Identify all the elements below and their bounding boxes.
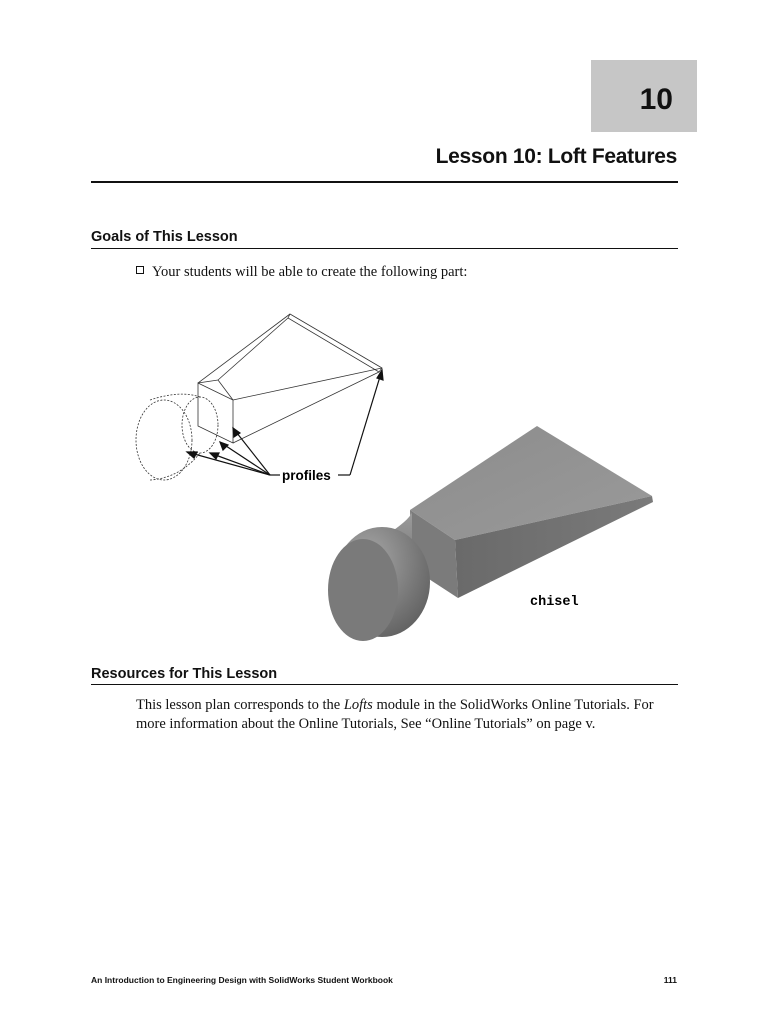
goals-rule (91, 248, 678, 249)
profiles-label: profiles (282, 468, 331, 483)
resources-paragraph (136, 696, 681, 734)
page-number: 111 (663, 975, 677, 985)
wireframe-profiles-drawing (136, 314, 382, 480)
goals-heading: Goals of This Lesson (91, 229, 238, 245)
goals-bullet-item (136, 263, 467, 281)
resources-text-end: module in the SolidWorks Online Tutorials. For more information about the Online Tutorials, See “Online Tutorials” on page v. (136, 697, 654, 732)
goals-bullet-text: Your students will be able to create the following part: (152, 264, 468, 280)
chisel-shaded-model (328, 426, 653, 641)
chisel-figure (120, 300, 680, 660)
title-rule (91, 181, 678, 183)
resources-rule (91, 684, 678, 685)
chapter-number-tab (591, 60, 697, 132)
footer-book-title: An Introduction to Engineering Design with SolidWorks Student Workbook (91, 975, 393, 985)
resources-text-start: This lesson plan corresponds to the (136, 697, 344, 713)
checkbox-bullet-icon (136, 266, 144, 274)
resources-text-italic: Lofts (343, 697, 373, 713)
chapter-number: 10 (639, 83, 673, 116)
page-title: Lesson 10: Loft Features (435, 145, 677, 168)
resources-heading: Resources for This Lesson (91, 666, 278, 682)
chisel-label: chisel (530, 595, 579, 610)
profiles-callout-arrows (187, 370, 383, 475)
